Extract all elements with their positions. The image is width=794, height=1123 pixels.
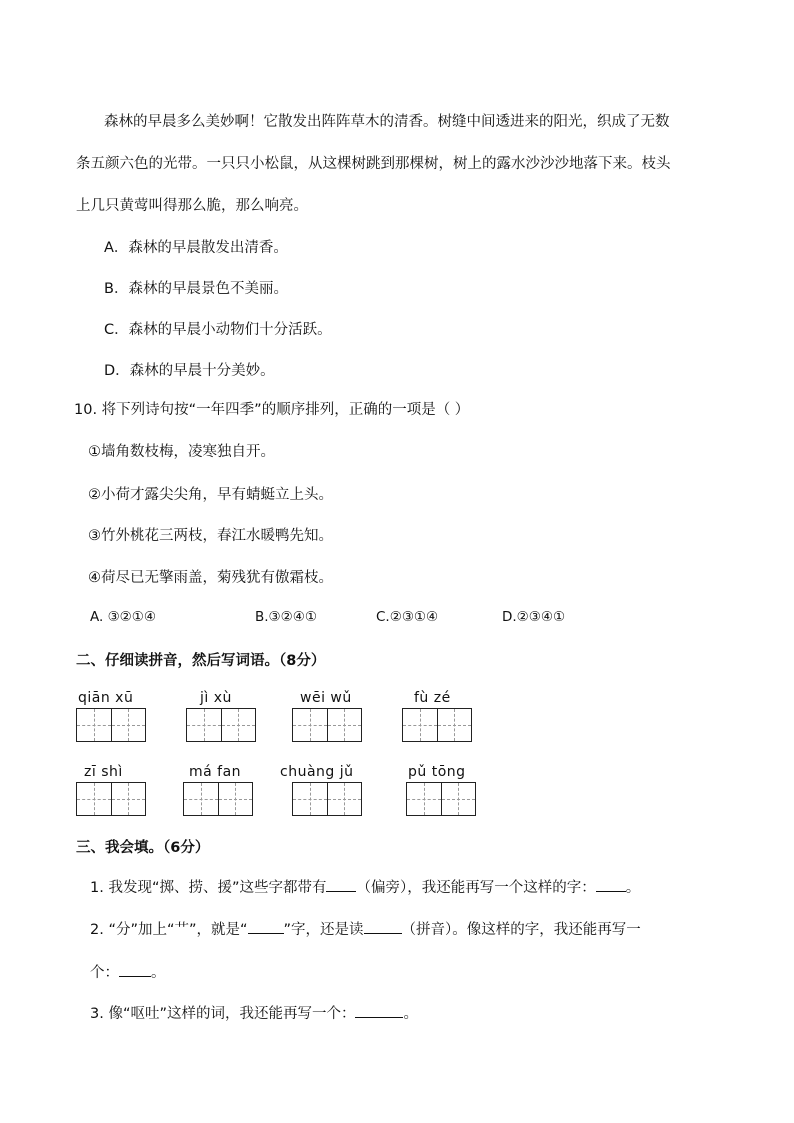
- section-3-question-3: [90, 1002, 418, 1023]
- q2-blank-pinyin[interactable]: [364, 919, 402, 934]
- writing-grid[interactable]: [76, 782, 146, 816]
- q2-text-b: ”字，还是读: [283, 922, 364, 938]
- passage-line-1: 森林的早晨多么美妙啊！它散发出阵阵草木的清香。树缝中间透进来的阳光，织成了无数: [104, 114, 670, 130]
- pinyin-label: fù zé: [414, 690, 451, 706]
- q2-text-e: 。: [151, 965, 166, 981]
- writing-grid[interactable]: [402, 708, 472, 742]
- q1-blank-radical[interactable]: [326, 877, 356, 892]
- pinyin-label: jì xù: [200, 690, 232, 706]
- q2-text-a: 2. “分”加上“艹”，就是“: [90, 922, 248, 938]
- section-3-question-2-cont: [90, 961, 166, 982]
- q1-text-b: （偏旁），我还能再写一个这样的字：: [356, 880, 596, 896]
- pinyin-item-4: [402, 690, 474, 744]
- pinyin-item-3: [292, 690, 364, 744]
- pinyin-label: qiān xū: [78, 690, 134, 706]
- pinyin-label: zī shì: [84, 764, 123, 780]
- pinyin-label: chuàng jǔ: [280, 764, 354, 780]
- q10-choice-d: D.②③④①: [502, 609, 566, 625]
- pinyin-label: wēi wǔ: [300, 690, 352, 706]
- writing-grid[interactable]: [183, 782, 253, 816]
- q1-blank-character[interactable]: [596, 877, 626, 892]
- writing-grid[interactable]: [186, 708, 256, 742]
- pinyin-label: pǔ tōng: [408, 764, 466, 780]
- q1-text-c: 。: [625, 880, 641, 896]
- section-3-question-1: [90, 876, 640, 897]
- q3-text-a: 3. 像“呕吐”这样的词，我还能再写一个：: [90, 1006, 356, 1022]
- q10-poem-line-4: ④荷尽已无擎雨盖，菊残犹有傲霜枝。: [88, 570, 333, 586]
- q10-stem: 10. 将下列诗句按“一年四季”的顺序排列，正确的一项是（ ）: [74, 402, 470, 418]
- section-2-title: 二、仔细读拼音，然后写词语。（8分）: [76, 653, 326, 669]
- q9-option-c: C．森林的早晨小动物们十分活跃。: [104, 322, 332, 338]
- q9-option-b: B．森林的早晨景色不美丽。: [104, 281, 288, 297]
- writing-grid[interactable]: [76, 708, 146, 742]
- q10-poem-line-3: ③竹外桃花三两枝，春江水暖鸭先知。: [88, 528, 333, 544]
- q2-text-d: 个：: [90, 965, 119, 981]
- pinyin-item-6: [183, 764, 255, 818]
- pinyin-item-5: [76, 764, 148, 818]
- q10-choice-c: C.②③①④: [376, 609, 439, 625]
- pinyin-item-2: [186, 690, 258, 744]
- writing-grid[interactable]: [292, 708, 362, 742]
- q9-option-d: D．森林的早晨十分美妙。: [104, 363, 275, 379]
- q10-choice-a: A. ③②①④: [90, 609, 156, 625]
- q3-blank-word[interactable]: [355, 1003, 403, 1018]
- q2-text-c: （拼音）。像这样的字，我还能再写一: [401, 922, 641, 938]
- passage-line-3: 上几只黄莺叫得那么脆，那么响亮。: [76, 198, 308, 214]
- q10-poem-line-1: ①墙角数枝梅，凌寒独自开。: [88, 444, 275, 460]
- q2-blank-example[interactable]: [119, 962, 151, 977]
- writing-grid[interactable]: [406, 782, 476, 816]
- q2-blank-character[interactable]: [248, 919, 284, 934]
- q1-text-a: 1. 我发现“掷、捞、援”这些字都带有: [90, 880, 327, 896]
- section-3-question-2: [90, 918, 641, 939]
- pinyin-item-7: [280, 764, 364, 818]
- q10-choice-b: B.③②④①: [255, 609, 317, 625]
- section-3-title: 三、我会填。（6分）: [76, 840, 210, 856]
- pinyin-item-8: [406, 764, 478, 818]
- passage-line-2: 条五颜六色的光带。一只只小松鼠，从这棵树跳到那棵树，树上的露水沙沙沙地落下来。枝头: [76, 156, 671, 172]
- pinyin-label: má fan: [189, 764, 242, 780]
- q10-poem-line-2: ②小荷才露尖尖角，早有蜻蜓立上头。: [88, 487, 333, 503]
- q3-text-b: 。: [403, 1006, 418, 1022]
- writing-grid[interactable]: [292, 782, 362, 816]
- q9-option-a: A．森林的早晨散发出清香。: [104, 240, 288, 256]
- pinyin-item-1: [76, 690, 148, 744]
